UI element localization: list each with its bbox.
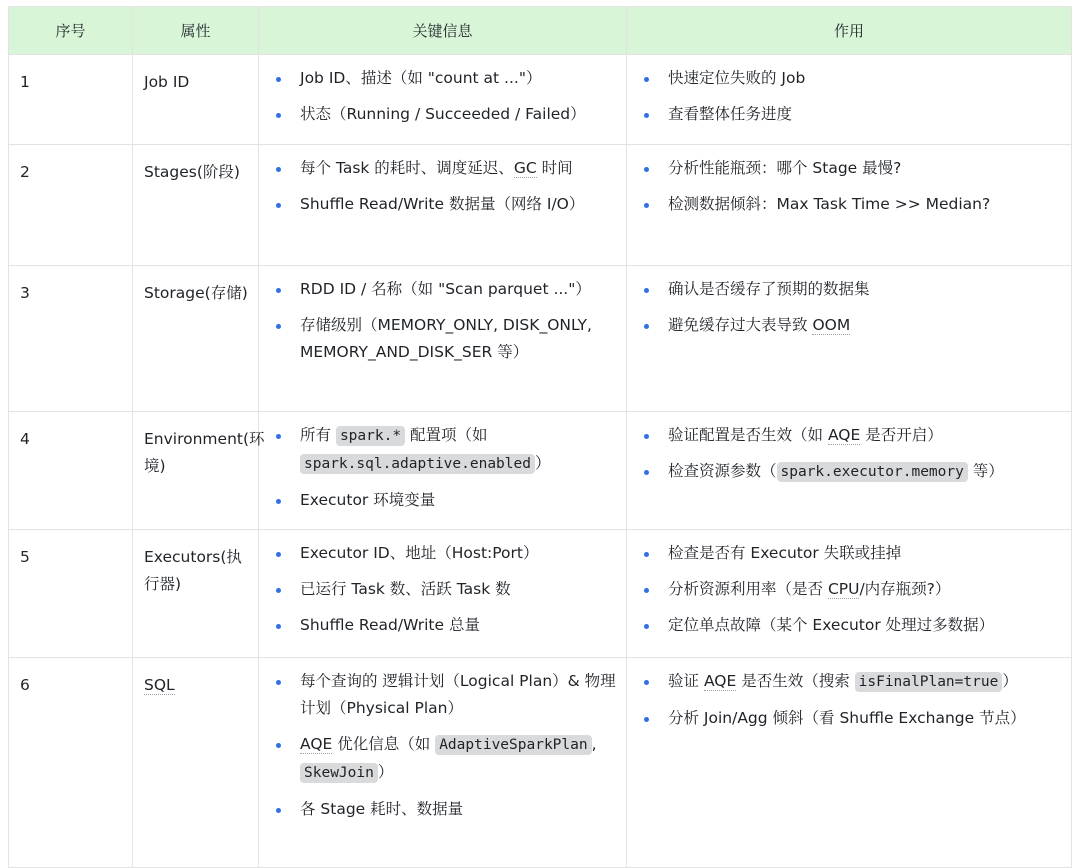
bullet-list xyxy=(270,668,616,823)
list-item xyxy=(270,155,616,182)
cell-index: 6 xyxy=(9,658,133,868)
cell-key-info xyxy=(259,55,627,145)
list-item xyxy=(270,731,616,787)
list-item-text: 分析资源利用率（是否 xyxy=(668,580,828,598)
cell-purpose xyxy=(627,145,1072,266)
table-row xyxy=(9,55,1072,145)
cell-purpose xyxy=(627,266,1072,412)
list-item: 存储级别（MEMORY_ONLY, DISK_ONLY, MEMORY_AND_DISK_SER 等） xyxy=(270,312,616,366)
list-item-text: 优化信息（如 xyxy=(332,735,436,753)
abbr-term: CPU xyxy=(827,580,860,598)
list-item: 检测数据倾斜：Max Task Time >> Median? xyxy=(638,191,1061,218)
list-item xyxy=(638,422,1061,449)
inline-code: spark.* xyxy=(336,426,405,446)
list-item-text: 配置项（如 xyxy=(405,426,488,444)
bullet-list xyxy=(270,65,616,128)
cell-attribute: Environment(环境) xyxy=(133,412,259,530)
list-item: 查看整体任务进度 xyxy=(638,101,1061,128)
header-attribute: 属性 xyxy=(133,7,259,55)
list-item-text: 所有 xyxy=(300,426,336,444)
list-item-text: , xyxy=(591,735,597,753)
table-header-row xyxy=(9,7,1072,55)
list-item-text: /内存瓶颈?） xyxy=(859,580,951,598)
inline-code: spark.executor.memory xyxy=(777,462,968,482)
list-item: 分析 Join/Agg 倾斜（看 Shuffle Exchange 节点） xyxy=(638,705,1061,732)
list-item-text: 时间 xyxy=(536,159,573,177)
cell-index: 2 xyxy=(9,145,133,266)
abbr-term: AQE xyxy=(300,735,333,753)
inline-code: SkewJoin xyxy=(300,763,378,783)
cell-key-info xyxy=(259,412,627,530)
cell-purpose xyxy=(627,530,1072,658)
cell-key-info xyxy=(259,145,627,266)
spark-ui-attribute-table xyxy=(8,6,1072,868)
bullet-list xyxy=(638,155,1061,218)
cell-purpose xyxy=(627,658,1072,868)
list-item-text: 避免缓存过大表导致 xyxy=(668,316,813,334)
list-item-text: ） xyxy=(534,454,551,472)
list-item-text: 验证配置是否生效（如 xyxy=(668,426,828,444)
list-item xyxy=(638,668,1061,696)
bullet-list xyxy=(270,276,616,366)
bullet-list xyxy=(638,668,1061,732)
cell-key-info xyxy=(259,266,627,412)
cell-index: 5 xyxy=(9,530,133,658)
list-item: 状态（Running / Succeeded / Failed） xyxy=(270,101,616,128)
cell-attribute: Storage(存储) xyxy=(133,266,259,412)
header-index: 序号 xyxy=(9,7,133,55)
attribute-table-container xyxy=(8,6,1071,868)
table-row xyxy=(9,266,1072,412)
list-item xyxy=(638,458,1061,486)
list-item-text: 验证 xyxy=(668,672,704,690)
list-item: RDD ID / 名称（如 "Scan parquet ..."） xyxy=(270,276,616,303)
abbr-term: AQE xyxy=(703,672,737,690)
list-item-text: 是否生效（搜索 xyxy=(736,672,855,690)
abbr-term: OOM xyxy=(812,316,851,334)
cell-index: 3 xyxy=(9,266,133,412)
list-item: 分析性能瓶颈：哪个 Stage 最慢? xyxy=(638,155,1061,182)
bullet-list xyxy=(270,155,616,218)
inline-code: AdaptiveSparkPlan xyxy=(435,735,591,755)
list-item: 每个查询的 逻辑计划（Logical Plan）& 物理计划（Physical Plan） xyxy=(270,668,616,722)
list-item xyxy=(638,312,1061,339)
list-item xyxy=(270,422,616,478)
header-key-info: 关键信息 xyxy=(259,7,627,55)
cell-attribute: Stages(阶段) xyxy=(133,145,259,266)
list-item: Executor ID、地址（Host:Port） xyxy=(270,540,616,567)
list-item-text: ） xyxy=(377,763,394,781)
list-item: 检查是否有 Executor 失联或挂掉 xyxy=(638,540,1061,567)
list-item-text: 是否开启） xyxy=(860,426,943,444)
header-purpose: 作用 xyxy=(627,7,1072,55)
table-row xyxy=(9,412,1072,530)
abbr-term: SQL xyxy=(144,676,175,694)
list-item-text: 每个 Task 的耗时、调度延迟、 xyxy=(300,159,514,177)
table-row xyxy=(9,530,1072,658)
cell-index: 4 xyxy=(9,412,133,530)
list-item: 已运行 Task 数、活跃 Task 数 xyxy=(270,576,616,603)
table-row xyxy=(9,145,1072,266)
list-item: 定位单点故障（某个 Executor 处理过多数据） xyxy=(638,612,1061,639)
list-item: Job ID、描述（如 "count at ..."） xyxy=(270,65,616,92)
list-item-text: 等） xyxy=(967,462,1004,480)
inline-code: spark.sql.adaptive.enabled xyxy=(300,454,535,474)
bullet-list xyxy=(270,422,616,514)
list-item-text: 检查资源参数（ xyxy=(668,462,777,480)
list-item: 快速定位失败的 Job xyxy=(638,65,1061,92)
list-item xyxy=(638,576,1061,603)
list-item-text: ） xyxy=(1002,672,1018,690)
list-item: Shuffle Read/Write 数据量（网络 I/O） xyxy=(270,191,616,218)
list-item: 确认是否缓存了预期的数据集 xyxy=(638,276,1061,303)
inline-code: isFinalPlan=true xyxy=(855,672,1003,692)
cell-attribute xyxy=(133,658,259,868)
cell-attribute: Executors(执行器) xyxy=(133,530,259,658)
cell-key-info xyxy=(259,658,627,868)
table-row xyxy=(9,658,1072,868)
abbr-term: AQE xyxy=(827,426,861,444)
bullet-list xyxy=(638,422,1061,486)
bullet-list xyxy=(638,276,1061,339)
cell-purpose xyxy=(627,412,1072,530)
list-item: 各 Stage 耗时、数据量 xyxy=(270,796,616,823)
list-item: Executor 环境变量 xyxy=(270,487,616,514)
list-item: Shuffle Read/Write 总量 xyxy=(270,612,616,639)
cell-key-info xyxy=(259,530,627,658)
cell-purpose xyxy=(627,55,1072,145)
bullet-list xyxy=(638,65,1061,128)
bullet-list xyxy=(270,540,616,639)
cell-index: 1 xyxy=(9,55,133,145)
cell-attribute: Job ID xyxy=(133,55,259,145)
bullet-list xyxy=(638,540,1061,639)
abbr-term: GC xyxy=(513,159,537,177)
